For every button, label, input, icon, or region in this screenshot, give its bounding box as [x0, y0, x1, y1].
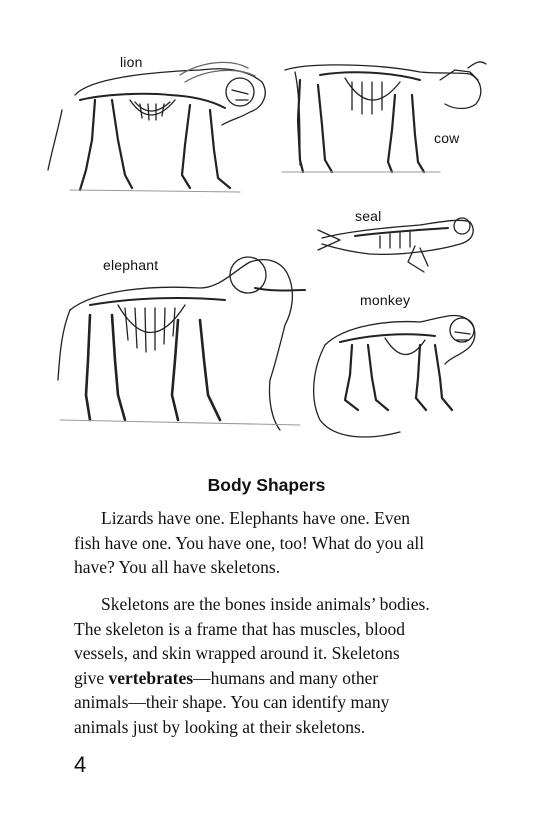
section-heading: Body Shapers [207, 475, 326, 495]
paragraph-1-line: have? You all have skeletons. [74, 557, 281, 577]
lion-label: lion [120, 54, 143, 70]
elephant-skeleton-illustration [58, 257, 305, 430]
cow-label: cow [434, 130, 460, 146]
paragraph-2-line: animals just by looking at their skeletons. [74, 716, 366, 737]
seal-label: seal [355, 208, 382, 224]
paragraph-2-line: vessels, and skin wrapped around it. Skeletons [74, 643, 400, 663]
monkey-label: monkey [360, 292, 411, 308]
monkey-skeleton-illustration [314, 315, 475, 437]
paragraph-1 [74, 506, 504, 580]
page-number: 4 [74, 752, 87, 777]
paragraph-2-line: animals—their shape. You can identify many [74, 692, 390, 712]
elephant-label: elephant [103, 257, 159, 273]
vocabulary-term: vertebrates [108, 667, 194, 688]
paragraph-2-line: Skeletons are the bones inside animals’ bodies. [101, 594, 430, 614]
paragraph-2-line [74, 666, 504, 691]
paragraph-1-line: fish have one. You have one, too! What do you all [74, 532, 425, 553]
paragraph-2-line: The skeleton is a frame that has muscles, blood [74, 618, 405, 639]
paragraph-1-line: Lizards have one. Elephants have one. Even [101, 508, 411, 528]
seal-skeleton-illustration [318, 218, 473, 272]
paragraph-2 [74, 592, 504, 739]
cow-skeleton-illustration [282, 62, 486, 172]
line-text: give [74, 667, 109, 688]
line-text: —humans and many other [193, 667, 379, 688]
lion-skeleton-illustration [48, 62, 265, 192]
